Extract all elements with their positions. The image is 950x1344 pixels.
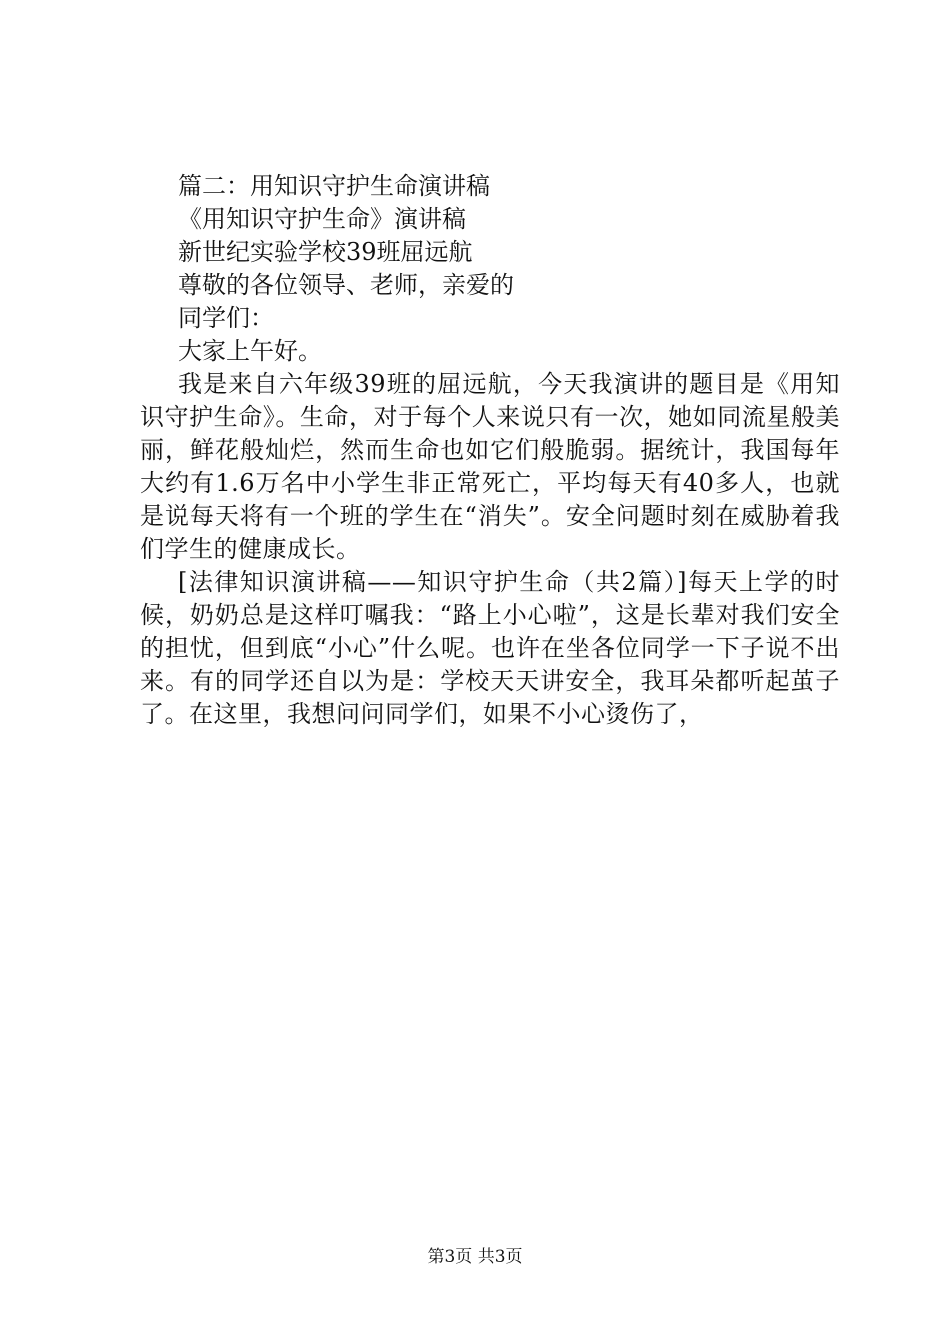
salutation-line-1: 尊敬的各位领导、老师，亲爱的 — [178, 271, 514, 299]
speech-title: 《用知识守护生命》演讲稿 — [178, 205, 466, 233]
body-paragraph-1: 我是来自六年级39班的屈远航，今天我演讲的题目是《用知识守护生命》。生命，对于每个人来说只有一次，她如同流星般美丽，鲜花般灿烂，然而生命也如它们般脆弱。据统计，我国每年大约有1.6万名中小学生非正常死亡，平均每天有40多人，也就是说每天将有一个班的学生在“消失”。安全问题时刻在威胁着我们学生的健康成长。 — [140, 370, 840, 563]
page-footer: 第3页 共3页 — [427, 1247, 523, 1267]
document-body — [140, 170, 840, 731]
section-heading: 篇二：用知识守护生命演讲稿 — [178, 172, 490, 200]
greeting-line: 大家上午好。 — [178, 337, 322, 365]
salutation-line-2: 同学们： — [178, 304, 274, 332]
body-paragraph-2: [法律知识演讲稿——知识守护生命（共2篇）]每天上学的时候，奶奶总是这样叮嘱我：“路上小心啦”，这是长辈对我们安全的担忧，但到底“小心”什么呢。也许在坐各位同学一下子说不出来。有的同学还自以为是：学校天天讲安全，我耳朵都听起茧子了。在这里，我想问问同学们，如果不小心烫伤了， — [140, 568, 840, 728]
author-line: 新世纪实验学校39班屈远航 — [178, 238, 473, 266]
